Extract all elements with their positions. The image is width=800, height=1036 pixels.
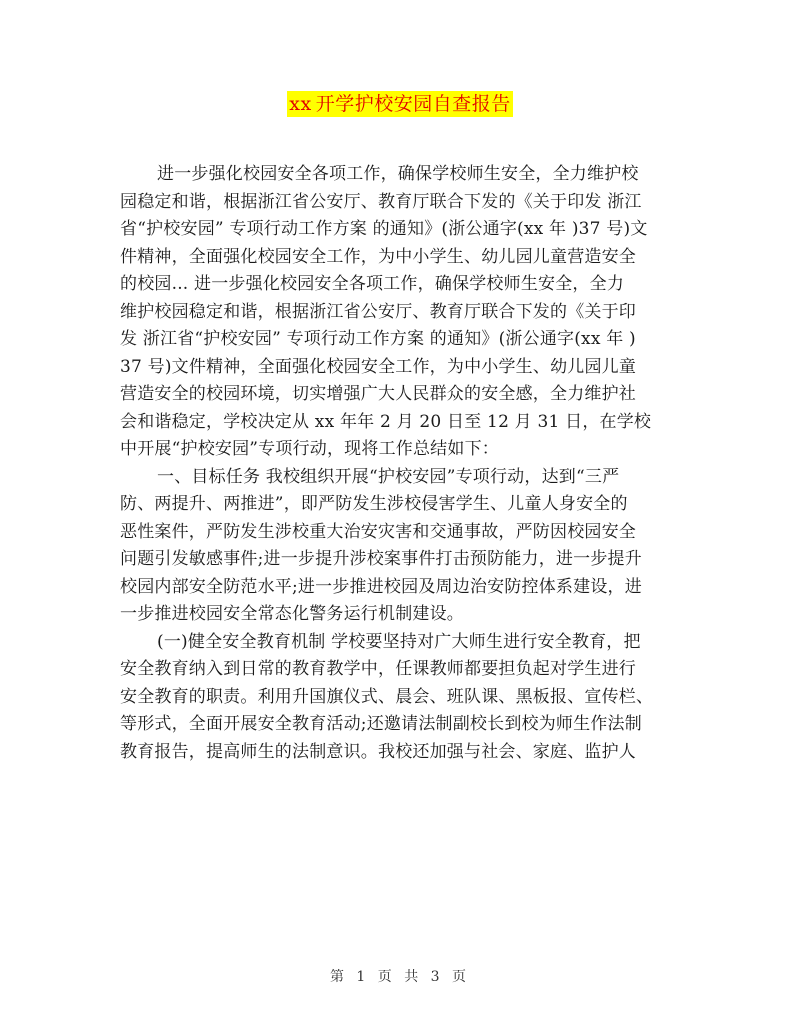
body-line: 校园内部安全防范水平;进一步推进校园及周边治安防控体系建设，进 [120,576,642,597]
body-line: 会和谐稳定，学校决定从 xx 年年 2 月 20 日至 12 月 31 日，在学校 [120,411,652,432]
body-line: 教育报告，提高师生的法制意识。我校还加强与社会、家庭、监护人 [120,741,636,762]
title-text: 开学护校安园自查报告 [315,93,511,115]
body-line: 中开展“护校安园”专项行动，现将工作总结如下： [120,439,499,459]
body-line: 安全教育纳入到日常的教育教学中，任课教师都要担负起对学生进行 [120,659,636,679]
document-title [287,91,512,117]
document-body [120,161,690,766]
body-line: 维护校园稳定和谐，根据浙江省公安厅、教育厅联合下发的《关于印 [120,301,636,322]
body-line: 营造安全的校园环境，切实增强广大人民群众的安全感，全力维护社 [120,384,636,404]
body-line: 一步推进校园安全常态化警务运行机制建设。 [120,604,464,624]
body-line: 进一步强化校园安全各项工作，确保学校师生安全，全力维护校 [157,164,639,184]
page-footer [0,966,800,986]
subsection-heading-line: (一)健全安全教育机制 学校要坚持对广大师生进行安全教育，把 [157,631,641,652]
body-line: 的校园... 进一步强化校园安全各项工作，确保学校师生安全，全力 [120,274,625,294]
title-prefix: xx [289,93,312,115]
body-line: 问题引发敏感事件;进一步提升涉校案事件打击预防能力，进一步提升 [120,549,642,569]
body-line: 发 浙江省“护校安园” 专项行动工作方案 的通知》(浙公通字(xx 年 ) [120,329,636,349]
title-container [0,91,800,117]
body-line: 防、两提升、两推进”，即严防发生涉校侵害学生、儿童人身安全的 [120,494,628,514]
body-line: 37 号)文件精神，全面强化校园安全工作，为中小学生、幼儿园儿童 [120,356,637,377]
body-line: 园稳定和谐，根据浙江省公安厅、教育厅联合下发的《关于印发 浙江 [120,191,642,212]
body-line: 恶性案件，严防发生涉校重大治安灾害和交通事故，严防因校园安全 [120,521,636,542]
body-line: 省“护校安园” 专项行动工作方案 的通知》(浙公通字(xx 年 )37 号)文 [120,219,648,239]
section-heading-line: 一、目标任务 我校组织开展“护校安园”专项行动，达到“三严 [157,466,620,487]
body-line: 件精神，全面强化校园安全工作，为中小学生、幼儿园儿童营造安全 [120,246,636,267]
page-number-label: 第 1 页 共 3 页 [329,969,471,985]
body-line: 等形式，全面开展安全教育活动;还邀请法制副校长到校为师生作法制 [120,714,642,734]
body-line: 安全教育的职责。利用升国旗仪式、晨会、班队课、黑板报、宣传栏、 [120,686,654,707]
